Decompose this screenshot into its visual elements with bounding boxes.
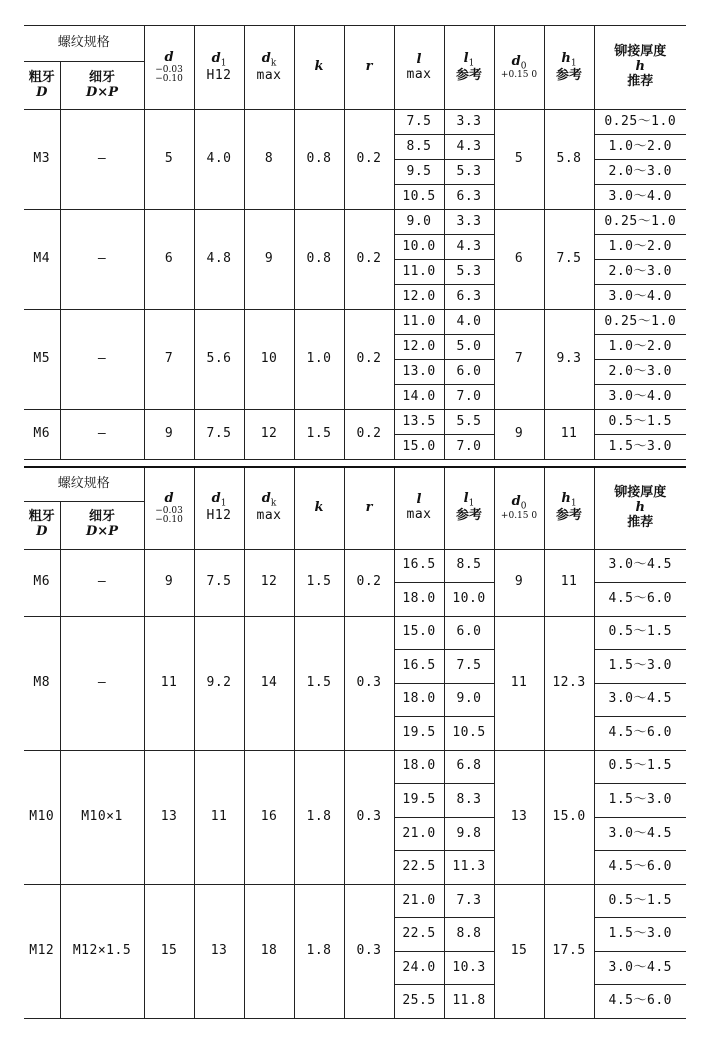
- rivet-thickness-cell: 0.5～1.5: [594, 884, 686, 918]
- l1-cell: 7.0: [444, 435, 494, 460]
- rivet-thickness-cell: 3.0～4.5: [594, 683, 686, 717]
- k-header: k: [294, 26, 344, 110]
- l1-cell: 10.5: [444, 717, 494, 751]
- l-header: l max: [394, 26, 444, 110]
- d-cell: 15: [144, 884, 194, 1018]
- l-cell: 18.0: [394, 683, 444, 717]
- h1-cell: 12.3: [544, 616, 594, 750]
- d0-cell: 9: [494, 410, 544, 460]
- fine-thread-cell: —: [60, 310, 144, 410]
- d-cell: 9: [144, 410, 194, 460]
- rivet-thickness-cell: 0.25～1.0: [594, 210, 686, 235]
- dk-cell: 12: [244, 410, 294, 460]
- rivet-thickness-cell: 1.5～3.0: [594, 784, 686, 818]
- dk-header: $d_k$ max: [244, 26, 294, 110]
- l1-cell: 11.3: [444, 851, 494, 885]
- l-cell: 8.5: [394, 135, 444, 160]
- l-cell: 22.5: [394, 851, 444, 885]
- dk-cell: 8: [244, 110, 294, 210]
- l1-cell: 4.3: [444, 235, 494, 260]
- k-cell: 0.8: [294, 210, 344, 310]
- rivet-thickness-cell: 4.5～6.0: [594, 717, 686, 751]
- coarse-thread-cell: M3: [24, 110, 60, 210]
- h1-cell: 7.5: [544, 210, 594, 310]
- d1-cell: 13: [194, 884, 244, 1018]
- l1-header: $l_1$ 参考: [444, 467, 494, 549]
- rivet-thickness-cell: 1.5～3.0: [594, 435, 686, 460]
- k-cell: 0.8: [294, 110, 344, 210]
- r-cell: 0.2: [344, 110, 394, 210]
- k-cell: 1.0: [294, 310, 344, 410]
- d1-cell: 4.0: [194, 110, 244, 210]
- dk-header: $d_k$ max: [244, 467, 294, 549]
- rivet-thickness-cell: 1.5～3.0: [594, 650, 686, 684]
- l-cell: 22.5: [394, 918, 444, 952]
- table-row: [24, 310, 686, 335]
- l-cell: 9.0: [394, 210, 444, 235]
- h1-header: $h_1$ 参考: [544, 467, 594, 549]
- fine-thread-cell: —: [60, 616, 144, 750]
- fine-header: 细牙 D×P: [60, 501, 144, 549]
- d-cell: 5: [144, 110, 194, 210]
- table-row: [24, 410, 686, 435]
- d-header: d −0.03 −0.10: [144, 467, 194, 549]
- h1-cell: 15.0: [544, 750, 594, 884]
- coarse-thread-cell: M5: [24, 310, 60, 410]
- d0-cell: 9: [494, 549, 544, 616]
- l1-cell: 8.3: [444, 784, 494, 818]
- l1-cell: 9.8: [444, 817, 494, 851]
- rivet-thickness-cell: 0.25～1.0: [594, 310, 686, 335]
- l1-cell: 4.0: [444, 310, 494, 335]
- r-cell: 0.3: [344, 884, 394, 1018]
- h1-cell: 11: [544, 410, 594, 460]
- rivet-thickness-cell: 3.0～4.0: [594, 385, 686, 410]
- h1-header: $h_1$ 参考: [544, 26, 594, 110]
- dk-cell: 18: [244, 884, 294, 1018]
- fine-thread-cell: —: [60, 110, 144, 210]
- rivet-thickness-cell: 1.0～2.0: [594, 235, 686, 260]
- l1-cell: 5.3: [444, 160, 494, 185]
- l-cell: 19.5: [394, 717, 444, 751]
- l-cell: 10.0: [394, 235, 444, 260]
- d0-cell: 7: [494, 310, 544, 410]
- l1-cell: 6.3: [444, 185, 494, 210]
- k-header: k: [294, 467, 344, 549]
- k-cell: 1.8: [294, 750, 344, 884]
- r-cell: 0.2: [344, 210, 394, 310]
- r-header: r: [344, 467, 394, 549]
- l-cell: 18.0: [394, 583, 444, 617]
- l1-cell: 6.0: [444, 360, 494, 385]
- d1-cell: 4.8: [194, 210, 244, 310]
- l-cell: 18.0: [394, 750, 444, 784]
- l1-cell: 3.3: [444, 210, 494, 235]
- fine-thread-cell: —: [60, 410, 144, 460]
- d0-cell: 11: [494, 616, 544, 750]
- dk-cell: 9: [244, 210, 294, 310]
- h1-cell: 5.8: [544, 110, 594, 210]
- l1-cell: 7.5: [444, 650, 494, 684]
- l-header: l max: [394, 467, 444, 549]
- h1-cell: 17.5: [544, 884, 594, 1018]
- l1-cell: 6.0: [444, 616, 494, 650]
- l-cell: 21.0: [394, 817, 444, 851]
- rivet-thickness-cell: 0.5～1.5: [594, 750, 686, 784]
- l1-cell: 10.0: [444, 583, 494, 617]
- k-cell: 1.8: [294, 884, 344, 1018]
- l-cell: 21.0: [394, 884, 444, 918]
- table-row: [24, 884, 686, 918]
- rivet-thickness-cell: 3.0～4.0: [594, 285, 686, 310]
- l1-cell: 4.3: [444, 135, 494, 160]
- rivet-thickness-cell: 0.5～1.5: [594, 410, 686, 435]
- l-cell: 24.0: [394, 951, 444, 985]
- rivet-thickness-cell: 2.0～3.0: [594, 260, 686, 285]
- rivet-nut-table-2: [24, 466, 686, 1019]
- fine-thread-cell: —: [60, 549, 144, 616]
- d-cell: 9: [144, 549, 194, 616]
- d0-header: $d_0$ +0.15 0: [494, 467, 544, 549]
- table-1-header: [24, 26, 686, 110]
- table-1-body: [24, 110, 686, 460]
- d0-cell: 5: [494, 110, 544, 210]
- fine-thread-cell: M12×1.5: [60, 884, 144, 1018]
- l-cell: 16.5: [394, 549, 444, 583]
- l1-cell: 8.5: [444, 549, 494, 583]
- coarse-thread-cell: M12: [24, 884, 60, 1018]
- l1-cell: 6.3: [444, 285, 494, 310]
- d1-cell: 5.6: [194, 310, 244, 410]
- h1-cell: 9.3: [544, 310, 594, 410]
- rivet-thickness-cell: 3.0～4.0: [594, 185, 686, 210]
- l1-cell: 5.3: [444, 260, 494, 285]
- rivet-thickness-cell: 2.0～3.0: [594, 360, 686, 385]
- d0-cell: 15: [494, 884, 544, 1018]
- d1-cell: 7.5: [194, 410, 244, 460]
- d-cell: 11: [144, 616, 194, 750]
- l-cell: 19.5: [394, 784, 444, 818]
- rivet-thickness-cell: 0.5～1.5: [594, 616, 686, 650]
- l1-cell: 5.0: [444, 335, 494, 360]
- d1-cell: 11: [194, 750, 244, 884]
- d0-cell: 13: [494, 750, 544, 884]
- coarse-thread-cell: M6: [24, 549, 60, 616]
- d0-header: $d_0$ +0.15 0: [494, 26, 544, 110]
- r-cell: 0.3: [344, 616, 394, 750]
- l-cell: 14.0: [394, 385, 444, 410]
- dk-cell: 12: [244, 549, 294, 616]
- rivet-thickness-cell: 1.0～2.0: [594, 135, 686, 160]
- r-cell: 0.2: [344, 310, 394, 410]
- l-cell: 13.5: [394, 410, 444, 435]
- k-cell: 1.5: [294, 410, 344, 460]
- k-cell: 1.5: [294, 616, 344, 750]
- l1-cell: 7.0: [444, 385, 494, 410]
- dk-cell: 10: [244, 310, 294, 410]
- l-cell: 12.0: [394, 335, 444, 360]
- l-cell: 11.0: [394, 310, 444, 335]
- rivet-nut-table-1: [24, 25, 686, 460]
- l1-cell: 8.8: [444, 918, 494, 952]
- fine-header: 细牙 D×P: [60, 62, 144, 110]
- rivet-thickness-cell: 1.0～2.0: [594, 335, 686, 360]
- l-cell: 16.5: [394, 650, 444, 684]
- rivet-thickness-cell: 0.25～1.0: [594, 110, 686, 135]
- coarse-thread-cell: M4: [24, 210, 60, 310]
- r-cell: 0.3: [344, 750, 394, 884]
- l1-cell: 10.3: [444, 951, 494, 985]
- table-row: [24, 750, 686, 784]
- l-cell: 9.5: [394, 160, 444, 185]
- rivet-thickness-cell: 2.0～3.0: [594, 160, 686, 185]
- rivet-thickness-cell: 4.5～6.0: [594, 985, 686, 1019]
- l-cell: 12.0: [394, 285, 444, 310]
- l-cell: 15.0: [394, 435, 444, 460]
- coarse-header: 粗牙 D: [24, 62, 60, 110]
- l1-header: $l_1$ 参考: [444, 26, 494, 110]
- d-cell: 6: [144, 210, 194, 310]
- d0-cell: 6: [494, 210, 544, 310]
- l-cell: 11.0: [394, 260, 444, 285]
- table-2-body: [24, 549, 686, 1019]
- coarse-thread-cell: M6: [24, 410, 60, 460]
- coarse-thread-cell: M10: [24, 750, 60, 884]
- r-cell: 0.2: [344, 410, 394, 460]
- l-cell: 10.5: [394, 185, 444, 210]
- thread-spec-header: 螺纹规格: [24, 26, 144, 62]
- coarse-header: 粗牙 D: [24, 501, 60, 549]
- rivet-thickness-cell: 3.0～4.5: [594, 549, 686, 583]
- fine-thread-cell: —: [60, 210, 144, 310]
- l-cell: 7.5: [394, 110, 444, 135]
- table-row: [24, 210, 686, 235]
- l1-cell: 3.3: [444, 110, 494, 135]
- d-cell: 13: [144, 750, 194, 884]
- fine-thread-cell: M10×1: [60, 750, 144, 884]
- dk-cell: 16: [244, 750, 294, 884]
- rivet-thickness-cell: 4.5～6.0: [594, 583, 686, 617]
- d1-header: $d_1$ H12: [194, 467, 244, 549]
- r-header: r: [344, 26, 394, 110]
- rivet-thickness-header: 铆接厚度 h 推荐: [594, 26, 686, 110]
- dk-cell: 14: [244, 616, 294, 750]
- table-row: [24, 549, 686, 583]
- l1-cell: 5.5: [444, 410, 494, 435]
- rivet-thickness-header: 铆接厚度 h 推荐: [594, 467, 686, 549]
- l-cell: 15.0: [394, 616, 444, 650]
- rivet-thickness-cell: 3.0～4.5: [594, 817, 686, 851]
- d-cell: 7: [144, 310, 194, 410]
- l1-cell: 6.8: [444, 750, 494, 784]
- d1-cell: 7.5: [194, 549, 244, 616]
- table-row: [24, 616, 686, 650]
- coarse-thread-cell: M8: [24, 616, 60, 750]
- rivet-thickness-cell: 3.0～4.5: [594, 951, 686, 985]
- table-row: [24, 110, 686, 135]
- rivet-thickness-cell: 4.5～6.0: [594, 851, 686, 885]
- l-cell: 13.0: [394, 360, 444, 385]
- h1-cell: 11: [544, 549, 594, 616]
- l1-cell: 9.0: [444, 683, 494, 717]
- d1-header: $d_1$ H12: [194, 26, 244, 110]
- l1-cell: 11.8: [444, 985, 494, 1019]
- d1-cell: 9.2: [194, 616, 244, 750]
- r-cell: 0.2: [344, 549, 394, 616]
- k-cell: 1.5: [294, 549, 344, 616]
- table-2-header: [24, 467, 686, 549]
- d-header: d −0.03 −0.10: [144, 26, 194, 110]
- l-cell: 25.5: [394, 985, 444, 1019]
- thread-spec-header: 螺纹规格: [24, 467, 144, 501]
- l1-cell: 7.3: [444, 884, 494, 918]
- rivet-thickness-cell: 1.5～3.0: [594, 918, 686, 952]
